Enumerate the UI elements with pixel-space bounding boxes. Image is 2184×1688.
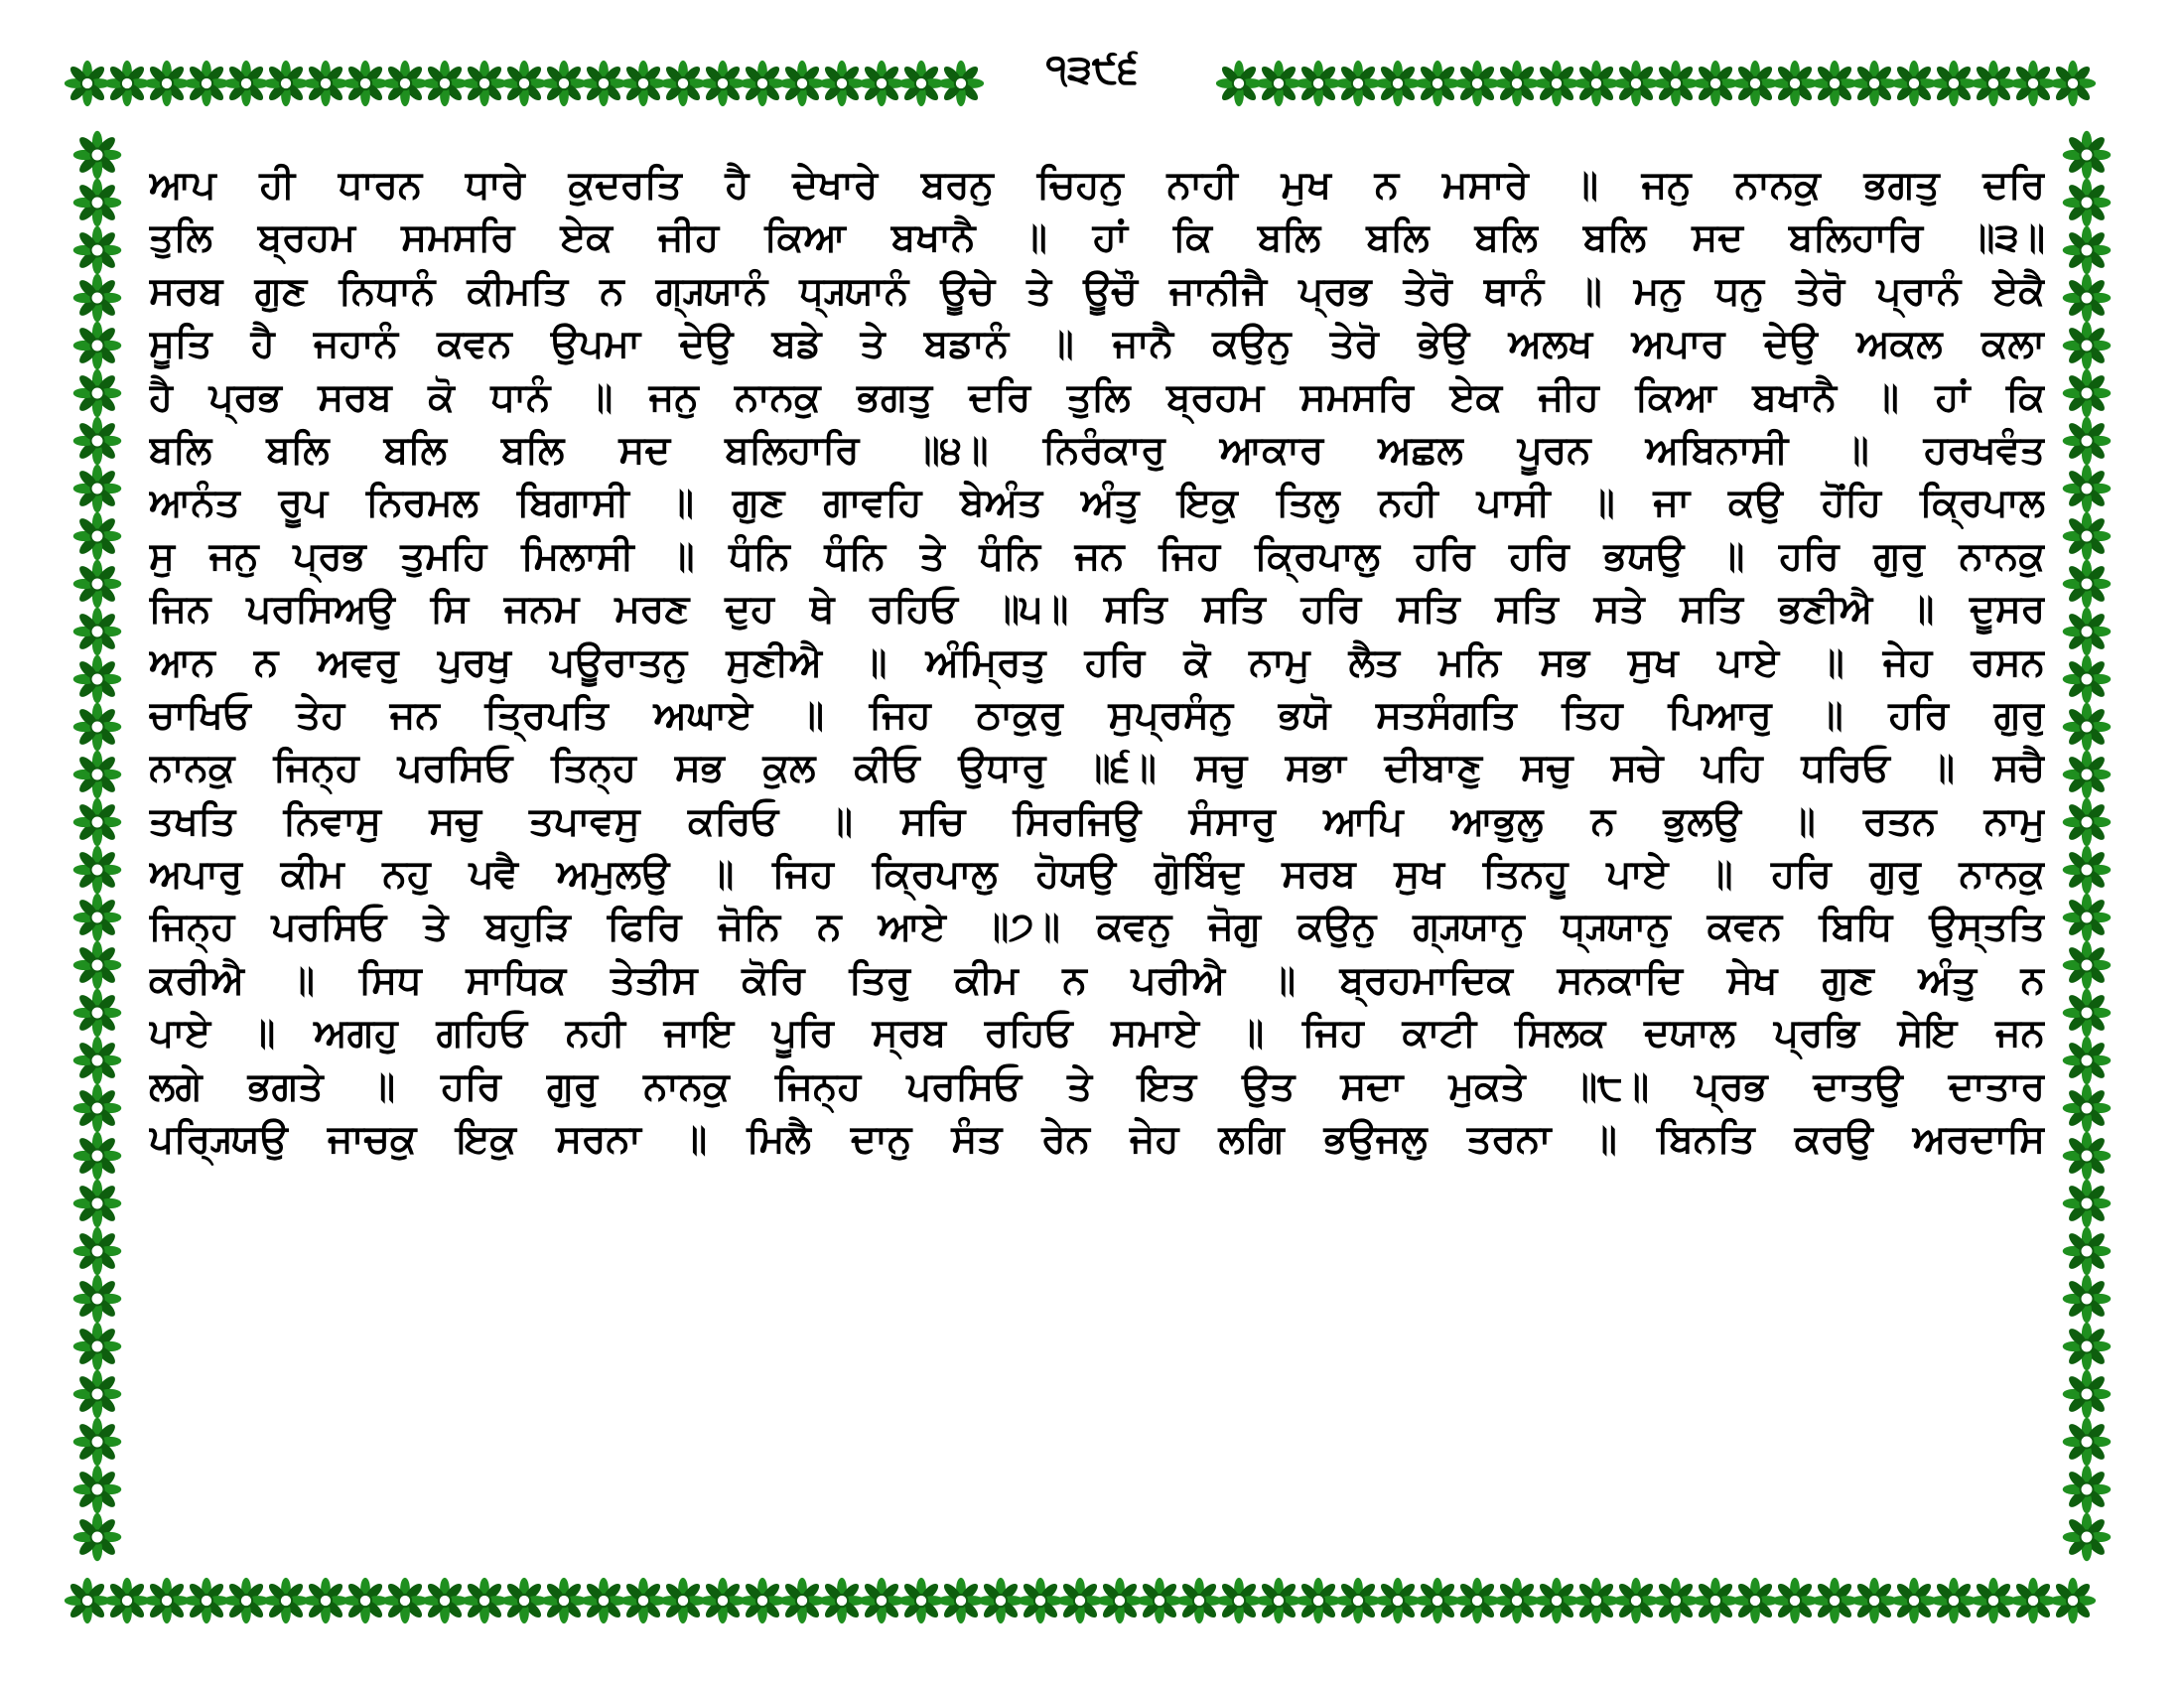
green-flower-icon	[2063, 131, 2112, 180]
green-flower-icon	[2063, 1466, 2112, 1514]
green-flower-icon	[73, 608, 122, 656]
green-flower-icon	[73, 417, 122, 466]
green-flower-icon	[73, 131, 122, 180]
green-flower-icon	[700, 1578, 746, 1623]
green-flower-icon	[660, 1578, 706, 1623]
green-flower-icon	[1772, 1578, 1818, 1623]
green-flower-icon	[2063, 608, 2112, 656]
green-flower-icon	[2063, 1323, 2112, 1371]
green-flower-icon	[1335, 1578, 1381, 1623]
text-line: ਪਾਏ ॥ ਅਗਹੁ ਗਹਿਓ ਨਹੀ ਜਾਇ ਪੂਰਿ ਸ੍ਰਬ ਰਹਿਓ ਸਮਾਏ ॥ ਜਿਹ ਕਾਟੀ ਸਿਲਕ ਦਯਾਲ ਪ੍ਰਭਿ ਸੇਇ ਜਨ	[149, 1011, 2045, 1056]
green-flower-icon	[1693, 61, 1738, 106]
green-flower-icon	[73, 226, 122, 275]
green-flower-icon	[859, 1578, 904, 1623]
green-flower-icon	[184, 1578, 229, 1623]
green-flower-icon	[2010, 1578, 2056, 1623]
green-flower-icon	[1931, 61, 1977, 106]
green-flower-icon	[541, 61, 587, 106]
green-flower-icon	[1296, 1578, 1341, 1623]
green-flower-icon	[1891, 1578, 1937, 1623]
green-flower-icon	[2063, 1418, 2112, 1467]
green-flower-icon	[2063, 703, 2112, 752]
page-number: ੧੩੯੬	[993, 40, 1191, 99]
green-flower-icon	[700, 61, 746, 106]
green-flower-icon	[938, 1578, 984, 1623]
green-flower-icon	[740, 1578, 785, 1623]
green-flower-icon	[382, 1578, 428, 1623]
green-flower-icon	[1613, 61, 1659, 106]
green-flower-icon	[1534, 61, 1579, 106]
green-flower-icon	[1812, 1578, 1857, 1623]
green-flower-icon	[73, 179, 122, 227]
green-flower-icon	[1891, 61, 1937, 106]
green-flower-icon	[2063, 465, 2112, 513]
green-flower-icon	[1216, 61, 1262, 106]
green-flower-icon	[1693, 1578, 1738, 1623]
green-flower-icon	[65, 61, 110, 106]
green-flower-icon	[73, 1132, 122, 1181]
green-flower-icon	[1653, 1578, 1699, 1623]
green-flower-icon	[2063, 226, 2112, 275]
green-flower-icon	[740, 61, 785, 106]
green-flower-icon	[73, 560, 122, 609]
green-flower-icon	[620, 1578, 666, 1623]
green-flower-icon	[581, 61, 626, 106]
green-flower-icon	[303, 61, 348, 106]
green-flower-icon	[73, 1084, 122, 1133]
green-flower-icon	[73, 1180, 122, 1228]
green-flower-icon	[1653, 61, 1699, 106]
text-line: ਸੂਤਿ ਹੈ ਜਹਾਨੰ ਕਵਨ ਉਪਮਾ ਦੇਉ ਬਡੇ ਤੇ ਬਡਾਨੰ ॥ ਜਾਨੈ ਕਉਨੁ ਤੇਰੋ ਭੇਉ ਅਲਖ ਅਪਾਰ ਦੇਉ ਅਕਲ ਕਲਾ	[149, 322, 2045, 367]
green-flower-icon	[1494, 1578, 1540, 1623]
green-flower-icon	[65, 1578, 110, 1623]
text-line: ਅਪਾਰੁ ਕੀਮ ਨਹੁ ਪਵੈ ਅਮੁਲਉ ॥ ਜਿਹ ਕ੍ਰਿਪਾਲੁ ਹੋਯਉ ਗੋੁਬਿੰਦੁ ਸਰਬ ਸੁਖ ਤਿਨਹੂ ਪਾਏ ॥ ਹਰਿ ਗੁਰੁ ਨਾਨਕੁ	[149, 852, 2045, 898]
text-line: ਆਨੰਤ ਰੂਪ ਨਿਰਮਲ ਬਿਗਾਸੀ ॥ ਗੁਣ ਗਾਵਹਿ ਬੇਅੰਤ ਅੰਤੁ ਇਕੁ ਤਿਲੁ ਨਹੀ ਪਾਸੀ ॥ ਜਾ ਕਉ ਹੋਂਹਿ ਕ੍ਰਿਪਾਲ	[149, 481, 2045, 526]
green-flower-icon	[2063, 1227, 2112, 1276]
green-flower-icon	[819, 1578, 865, 1623]
green-flower-icon	[73, 1037, 122, 1085]
green-flower-icon	[104, 61, 150, 106]
green-flower-icon	[184, 61, 229, 106]
green-flower-icon	[938, 61, 984, 106]
green-flower-icon	[2063, 1132, 2112, 1181]
green-flower-icon	[73, 846, 122, 895]
green-flower-icon	[73, 369, 122, 418]
green-flower-icon	[1971, 1578, 2016, 1623]
text-line: ਨਾਨਕੁ ਜਿਨ੍ਹ ਪਰਸਿਓ ਤਿਨ੍ਹ ਸਭ ਕੁਲ ਕੀਓ ਉਧਾਰੁ ॥੬॥ ਸਚੁ ਸਭਾ ਦੀਬਾਣੁ ਸਚੁ ਸਚੇ ਪਹਿ ਧਰਿਓ ॥ ਸਚੈ	[149, 746, 2045, 791]
green-flower-icon	[1454, 1578, 1500, 1623]
text-line: ਤਖਤਿ ਨਿਵਾਸੁ ਸਚੁ ਤਪਾਵਸੁ ਕਰਿਓ ॥ ਸਚਿ ਸਿਰਜਿਉ ਸੰਸਾਰੁ ਆਪਿ ਆਭੁਲੁ ਨ ਭੁਲਉ ॥ ਰਤਨ ਨਾਮੁ	[149, 798, 2045, 844]
green-flower-icon	[73, 465, 122, 513]
green-flower-icon	[73, 322, 122, 370]
green-flower-icon	[73, 703, 122, 752]
green-flower-icon	[2063, 1370, 2112, 1419]
green-flower-icon	[223, 1578, 269, 1623]
green-flower-icon	[382, 61, 428, 106]
green-flower-icon	[2063, 1513, 2112, 1562]
green-flower-icon	[1415, 61, 1460, 106]
green-flower-icon	[1812, 61, 1857, 106]
green-flower-icon	[73, 1466, 122, 1514]
text-line: ਸਰਬ ਗੁਣ ਨਿਧਾਨੰ ਕੀਮਤਿ ਨ ਗ੍ਯ੍ਯਾਨੰ ਧ੍ਯ੍ਯਾਨੰ ਊਚੇ ਤੇ ਊਚੌ ਜਾਨੀਜੈ ਪ੍ਰਭ ਤੇਰੋ ਥਾਨੰ ॥ ਮਨੁ ਧਨੁ ਤੇਰੋ ਪ੍ਰਾਨੰ ਏਕੈ	[149, 268, 2045, 314]
green-flower-icon	[779, 61, 825, 106]
green-flower-icon	[462, 61, 507, 106]
green-flower-icon	[1296, 61, 1341, 106]
green-flower-icon	[422, 61, 468, 106]
green-flower-icon	[2063, 1084, 2112, 1133]
green-flower-icon	[1851, 61, 1897, 106]
green-flower-icon	[1971, 61, 2016, 106]
green-flower-icon	[1335, 61, 1381, 106]
green-flower-icon	[859, 61, 904, 106]
green-flower-icon	[1772, 61, 1818, 106]
green-flower-icon	[342, 1578, 388, 1623]
green-flower-icon	[1216, 1578, 1262, 1623]
text-line: ਤੁਲਿ ਬ੍ਰਹਮ ਸਮਸਰਿ ਏਕ ਜੀਹ ਕਿਆ ਬਖਾਨੈ ॥ ਹਾਂ ਕਿ ਬਲਿ ਬਲਿ ਬਲਿ ਬਲਿ ਸਦ ਬਲਿਹਾਰਿ ॥੩॥	[149, 215, 2045, 261]
green-flower-icon	[2063, 1275, 2112, 1324]
green-flower-icon	[422, 1578, 468, 1623]
text-line: ਲਗੇ ਭਗਤੇ ॥ ਹਰਿ ਗੁਰੁ ਨਾਨਕੁ ਜਿਨ੍ਹ ਪਰਸਿਓ ਤੇ ਇਤ ਉਤ ਸਦਾ ਮੁਕਤੇ ॥੮॥ ਪ੍ਰਭ ਦਾਤਉ ਦਾਤਾਰ	[149, 1063, 2045, 1109]
green-flower-icon	[779, 1578, 825, 1623]
green-flower-icon	[2050, 1578, 2096, 1623]
green-flower-icon	[501, 61, 547, 106]
green-flower-icon	[73, 989, 122, 1038]
green-flower-icon	[2050, 61, 2096, 106]
green-flower-icon	[2063, 751, 2112, 799]
green-flower-icon	[1256, 1578, 1301, 1623]
green-flower-icon	[1613, 1578, 1659, 1623]
green-flower-icon	[2063, 655, 2112, 704]
green-flower-icon	[1097, 1578, 1143, 1623]
green-flower-icon	[1931, 1578, 1977, 1623]
green-flower-icon	[1534, 1578, 1579, 1623]
green-flower-icon	[1176, 1578, 1222, 1623]
green-flower-icon	[2063, 989, 2112, 1038]
green-flower-icon	[1573, 61, 1619, 106]
text-line: ਪਰ੍ਯ੍ਯਿਉ ਜਾਚਕੁ ਇਕੁ ਸਰਨਾ ॥ ਮਿਲੈ ਦਾਨੁ ਸੰਤ ਰੇਨ ਜੇਹ ਲਗਿ ਭਉਜਲੁ ਤਰਨਾ ॥ ਬਿਨਤਿ ਕਰਉ ਅਰਦਾਸਿ	[149, 1117, 2045, 1163]
green-flower-icon	[2063, 322, 2112, 370]
green-flower-icon	[2063, 1037, 2112, 1085]
green-flower-icon	[104, 1578, 150, 1623]
text-line: ਆਨ ਨ ਅਵਰੁ ਪੁਰਖੁ ਪਊਰਾਤਨੁ ਸੁਣੀਐ ॥ ਅੰਮ੍ਰਿਤੁ ਹਰਿ ਕੋ ਨਾਮੁ ਲੈਤ ਮਨਿ ਸਭ ਸੁਖ ਪਾਏ ॥ ਜੇਹ ਰਸਨ	[149, 639, 2045, 685]
text-line: ਜਿਨ ਪਰਸਿਅਉ ਸਿ ਜਨਮ ਮਰਣ ਦੁਹ ਥੇ ਰਹਿਓ ॥੫॥ ਸਤਿ ਸਤਿ ਹਰਿ ਸਤਿ ਸਤਿ ਸਤੇ ਸਤਿ ਭਣੀਐ ॥ ਦੂਸਰ	[149, 587, 2045, 633]
green-flower-icon	[263, 61, 309, 106]
green-flower-icon	[898, 61, 944, 106]
green-flower-icon	[1573, 1578, 1619, 1623]
green-flower-icon	[541, 1578, 587, 1623]
green-flower-icon	[2063, 798, 2112, 847]
green-flower-icon	[462, 1578, 507, 1623]
green-flower-icon	[2063, 846, 2112, 895]
green-flower-icon	[620, 61, 666, 106]
green-flower-icon	[2063, 274, 2112, 323]
green-flower-icon	[819, 61, 865, 106]
text-line: ਆਪ ਹੀ ਧਾਰਨ ਧਾਰੇ ਕੁਦਰਤਿ ਹੈ ਦੇਖਾਰੇ ਬਰਨੁ ਚਿਹਨੁ ਨਾਹੀ ਮੁਖ ਨ ਮਸਾਰੇ ॥ ਜਨੁ ਨਾਨਕੁ ਭਗਤੁ ਦਰਿ	[149, 163, 2045, 208]
text-line: ਹੈ ਪ੍ਰਭ ਸਰਬ ਕੋ ਧਾਨੰ ॥ ਜਨੁ ਨਾਨਕੁ ਭਗਤੁ ਦਰਿ ਤੁਲਿ ਬ੍ਰਹਮ ਸਮਸਰਿ ਏਕ ਜੀਹ ਕਿਆ ਬਖਾਨੈ ॥ ਹਾਂ ਕਿ	[149, 374, 2045, 420]
scripture-text-block	[149, 159, 2045, 1539]
green-flower-icon	[1018, 1578, 1063, 1623]
green-flower-icon	[144, 1578, 190, 1623]
green-flower-icon	[73, 1418, 122, 1467]
green-flower-icon	[2063, 560, 2112, 609]
green-flower-icon	[1415, 1578, 1460, 1623]
text-line: ਜਿਨ੍ਹ ਪਰਸਿਓ ਤੇ ਬਹੁੜਿ ਫਿਰਿ ਜੋਨਿ ਨ ਆਏ ॥੭॥ ਕਵਨੁ ਜੋਗੁ ਕਉਨੁ ਗ੍ਯ੍ਯਾਨੁ ਧ੍ਯ੍ਯਾਨੁ ਕਵਨ ਬਿਧਿ ਉਸ੍ਤਤਿ	[149, 905, 2045, 950]
green-flower-icon	[73, 1275, 122, 1324]
green-flower-icon	[1057, 1578, 1103, 1623]
green-flower-icon	[73, 1323, 122, 1371]
text-line: ਚਾਖਿਓ ਤੇਹ ਜਨ ਤ੍ਰਿਪਤਿ ਅਘਾਏ ॥ ਜਿਹ ਠਾਕੁਰੁ ਸੁਪ੍ਰਸੰਨੁ ਭਯੋ ਸਤਸੰਗਤਿ ਤਿਹ ਪਿਆਰੁ ॥ ਹਰਿ ਗੁਰੁ	[149, 692, 2045, 738]
green-flower-icon	[2063, 512, 2112, 561]
green-flower-icon	[73, 1513, 122, 1562]
green-flower-icon	[342, 61, 388, 106]
green-flower-icon	[660, 61, 706, 106]
green-flower-icon	[1851, 1578, 1897, 1623]
green-flower-icon	[2063, 179, 2112, 227]
green-flower-icon	[73, 512, 122, 561]
green-flower-icon	[73, 751, 122, 799]
text-line: ਕਰੀਐ ॥ ਸਿਧ ਸਾਧਿਕ ਤੇਤੀਸ ਕੋਰਿ ਤਿਰੁ ਕੀਮ ਨ ਪਰੀਐ ॥ ਬ੍ਰਹਮਾਦਿਕ ਸਨਕਾਦਿ ਸੇਖ ਗੁਣ ਅੰਤੁ ਨ	[149, 957, 2045, 1003]
text-line: ਬਲਿ ਬਲਿ ਬਲਿ ਬਲਿ ਸਦ ਬਲਿਹਾਰਿ ॥੪॥ ਨਿਰੰਕਾਰੁ ਆਕਾਰ ਅਛਲ ਪੂਰਨ ਅਬਿਨਾਸੀ ॥ ਹਰਖਵੰਤ	[149, 427, 2045, 473]
green-flower-icon	[1454, 61, 1500, 106]
green-flower-icon	[2063, 1180, 2112, 1228]
green-flower-icon	[2063, 417, 2112, 466]
green-flower-icon	[73, 1227, 122, 1276]
text-line: ਸੁ ਜਨੁ ਪ੍ਰਭ ਤੁਮਹਿ ਮਿਲਾਸੀ ॥ ਧੰਨਿ ਧੰਨਿ ਤੇ ਧੰਨਿ ਜਨ ਜਿਹ ਕ੍ਰਿਪਾਲੁ ਹਰਿ ਹਰਿ ਭਯਉ ॥ ਹਰਿ ਗੁਰੁ ਨਾਨਕੁ	[149, 533, 2045, 579]
green-flower-icon	[1732, 61, 1778, 106]
green-flower-icon	[1732, 1578, 1778, 1623]
green-flower-icon	[2063, 894, 2112, 942]
green-flower-icon	[73, 798, 122, 847]
green-flower-icon	[978, 1578, 1024, 1623]
green-flower-icon	[1375, 1578, 1421, 1623]
green-flower-icon	[73, 941, 122, 990]
green-flower-icon	[2010, 61, 2056, 106]
green-flower-icon	[2063, 369, 2112, 418]
green-flower-icon	[144, 61, 190, 106]
green-flower-icon	[73, 1370, 122, 1419]
green-flower-icon	[223, 61, 269, 106]
green-flower-icon	[1137, 1578, 1182, 1623]
green-flower-icon	[1375, 61, 1421, 106]
green-flower-icon	[263, 1578, 309, 1623]
green-flower-icon	[581, 1578, 626, 1623]
green-flower-icon	[303, 1578, 348, 1623]
green-flower-icon	[2063, 941, 2112, 990]
green-flower-icon	[501, 1578, 547, 1623]
green-flower-icon	[1494, 61, 1540, 106]
green-flower-icon	[73, 274, 122, 323]
green-flower-icon	[73, 894, 122, 942]
green-flower-icon	[73, 655, 122, 704]
green-flower-icon	[1256, 61, 1301, 106]
green-flower-icon	[898, 1578, 944, 1623]
